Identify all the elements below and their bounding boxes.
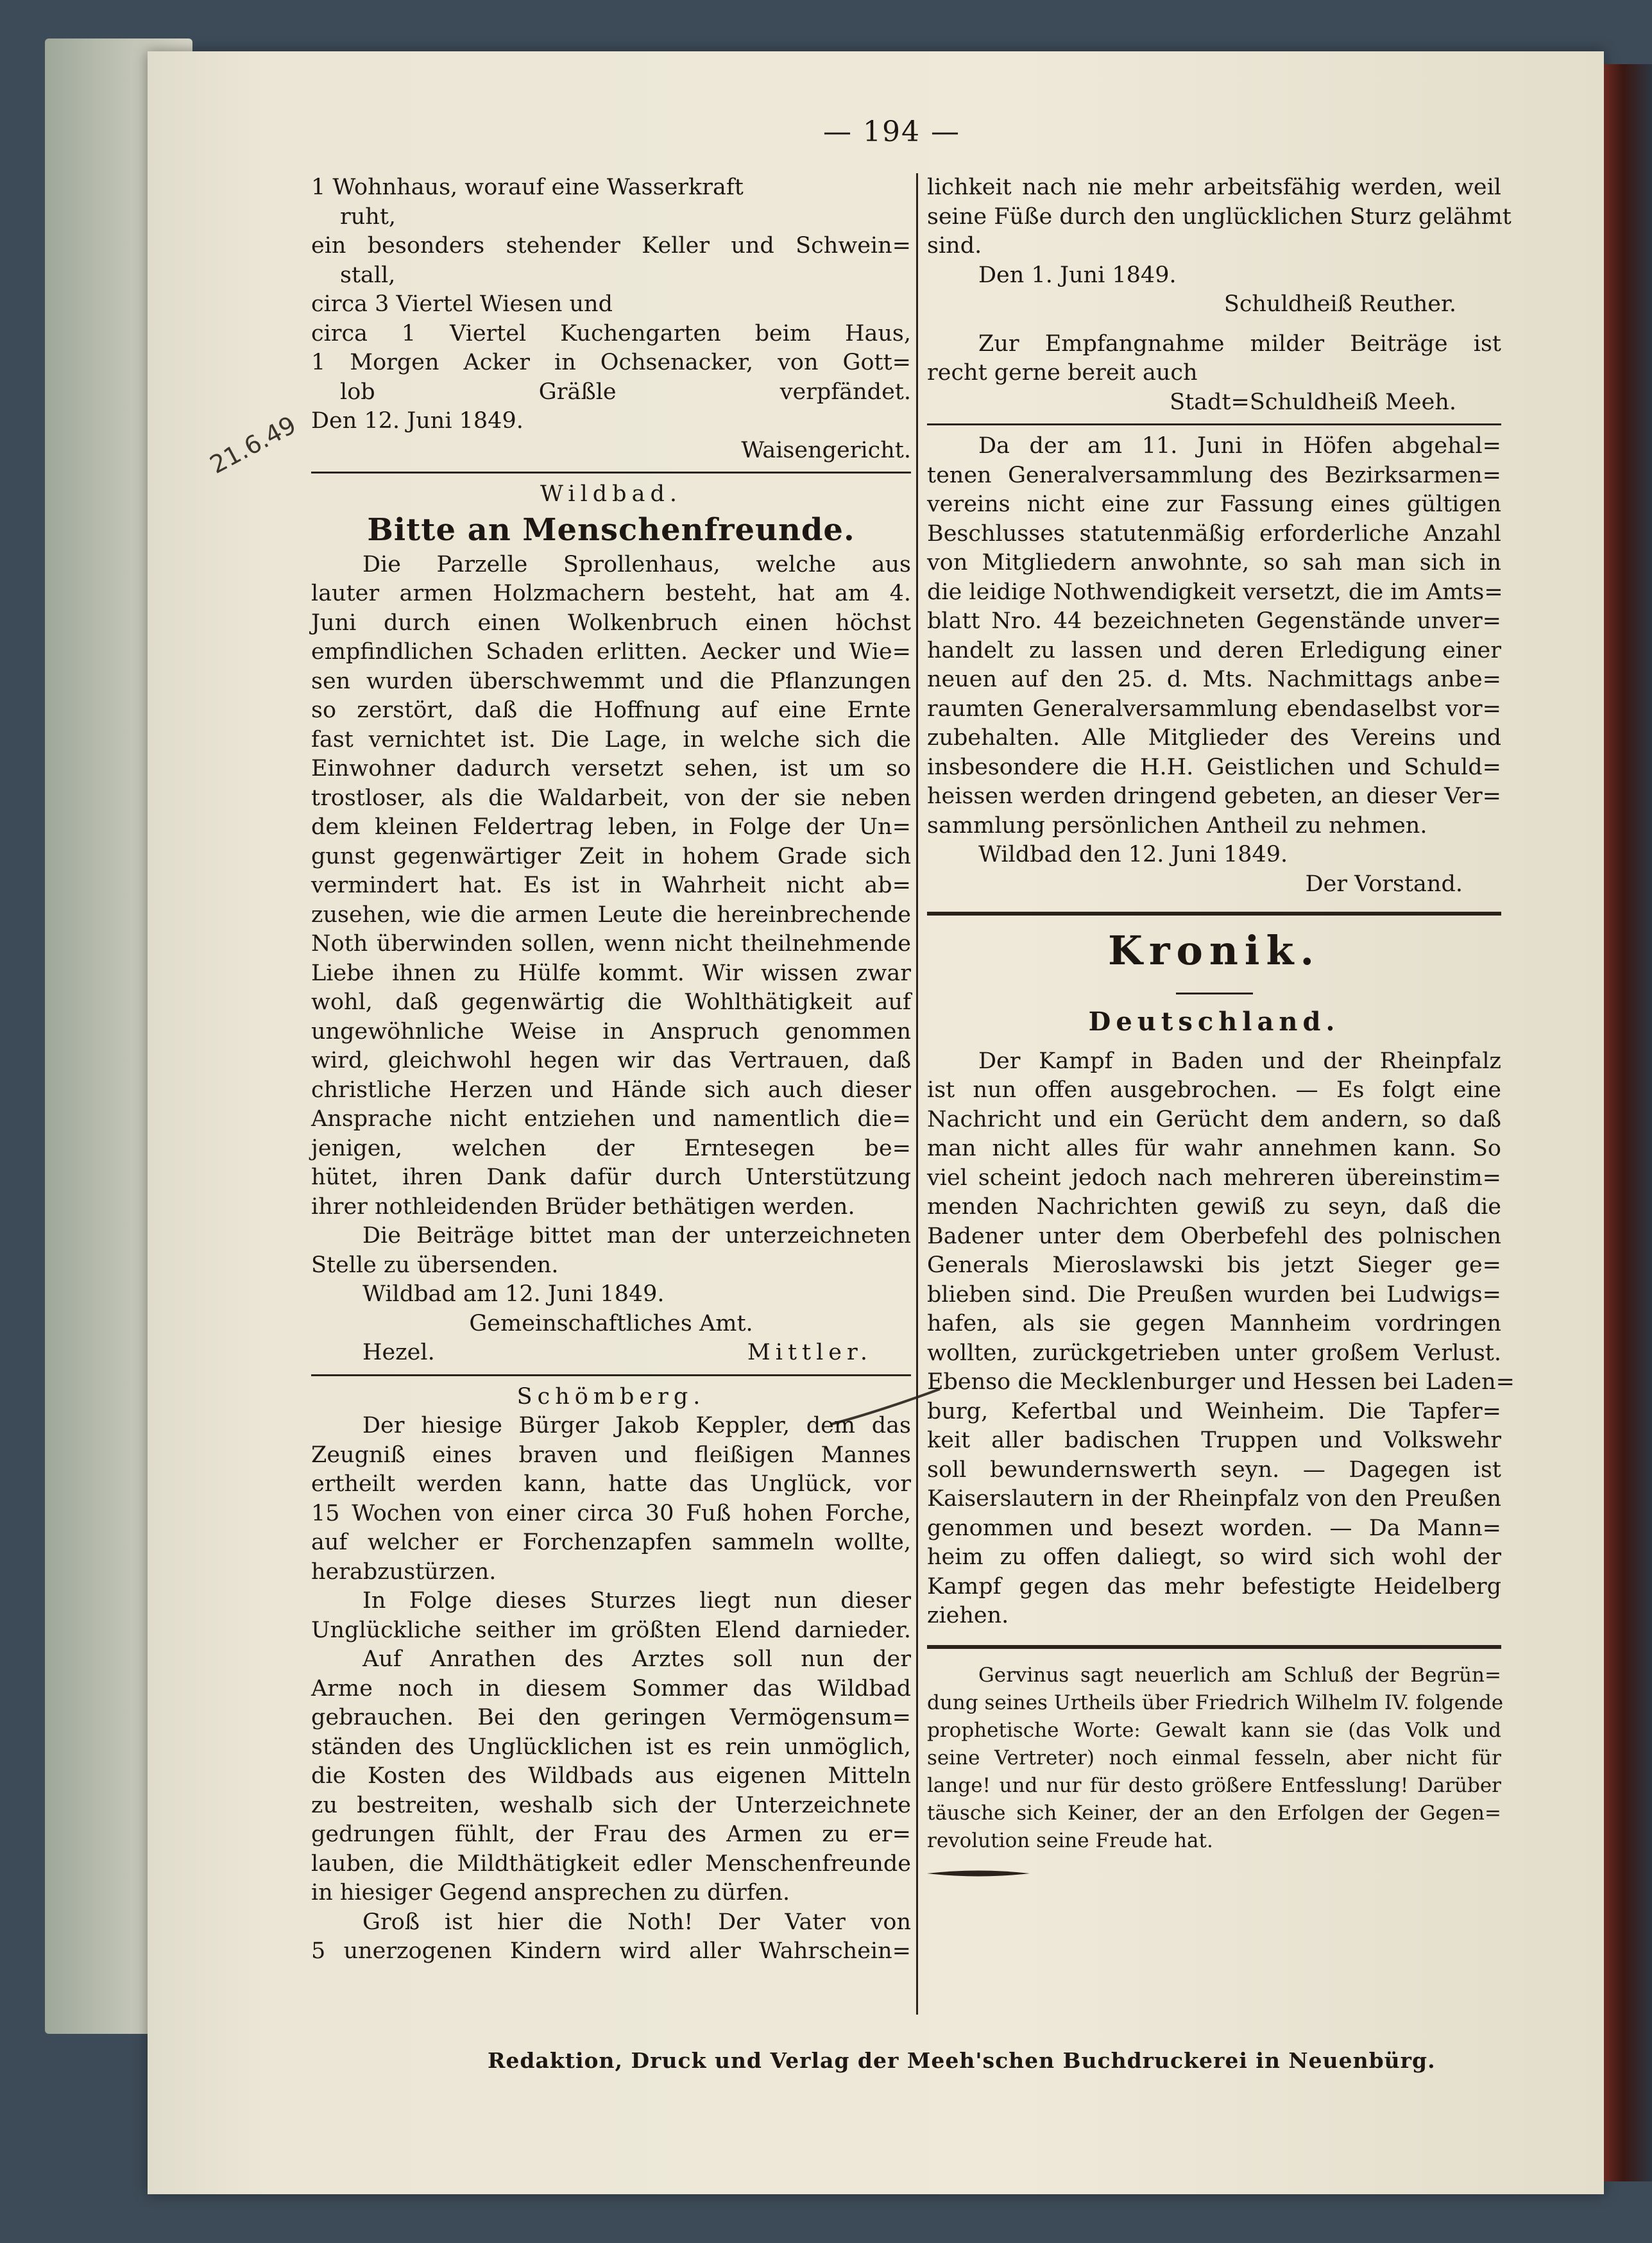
- text-line: recht gerne bereit auch: [927, 360, 1198, 386]
- text-line: dem kleinen Feldertrag leben, in Folge der Un=: [311, 814, 911, 840]
- spacer: [927, 320, 1501, 330]
- text-line: Auf Anrathen des Arztes soll nun der: [362, 1646, 911, 1672]
- text-line: circa 1 Viertel Kuchengarten beim Haus,: [311, 320, 911, 346]
- text-line: fast vernichtet ist. Die Lage, in welche sich die: [311, 726, 911, 753]
- section-rule: [311, 472, 911, 473]
- text-line: Den 1. Juni 1849.: [978, 262, 1177, 288]
- text-line: Badener unter dem Oberbefehl des polnischen: [927, 1223, 1501, 1249]
- section-rule-thick: [927, 1645, 1501, 1649]
- signer-mittler: Mittler.: [747, 1340, 873, 1365]
- wildbad-signature: Gemeinschaftliches Amt.: [469, 1310, 753, 1336]
- text-line: blieben sind. Die Preußen wurden bei Ludwigs=: [927, 1281, 1501, 1308]
- text-line: zubehalten. Alle Mitglieder des Vereins und: [927, 725, 1501, 751]
- imprint-footer: Redaktion, Druck und Verlag der Meeh'schen Buchdruckerei in Neuenbürg.: [488, 2048, 1436, 2073]
- text-line: ziehen.: [927, 1603, 1009, 1628]
- text-line: wird, gleichwohl hegen wir das Vertrauen, daß: [311, 1048, 911, 1073]
- gervinus-quote: [927, 1662, 1504, 1855]
- text-line: Nachricht und ein Gerücht dem andern, so daß: [927, 1106, 1501, 1132]
- text-line: circa 3 Viertel Wiesen und: [311, 291, 613, 317]
- text-line: hafen, als sie gegen Mannheim vordringen: [927, 1311, 1501, 1336]
- wildbad-placename: Wildbad.: [540, 481, 682, 507]
- text-line: täusche sich Keiner, der an den Erfolgen der Gegen=: [927, 1801, 1501, 1825]
- text-line: prophetische Worte: Gewalt kann sie (das Volk und: [927, 1718, 1501, 1742]
- text-line: in hiesiger Gegend ansprechen zu dürfen.: [311, 1880, 790, 1906]
- text-line: Kampf gegen das mehr befestigte Heidelberg: [927, 1573, 1501, 1599]
- text-line: keit aller badischen Truppen und Volkswehr: [927, 1428, 1501, 1453]
- text-line: ertheilt werden kann, hatte das Unglück, vor: [311, 1471, 911, 1497]
- schoemberg-appeal: [311, 1411, 911, 1966]
- signer-hezel: Hezel.: [362, 1340, 435, 1365]
- text-line: sen wurden überschwemmt und die Pflanzungen: [311, 668, 911, 694]
- text-line: Der Kampf in Baden und der Rheinpfalz: [978, 1048, 1501, 1074]
- text-line: Der hiesige Bürger Jakob Keppler, dem das: [362, 1413, 911, 1438]
- title-rule: [1176, 993, 1253, 994]
- text-line: lange! und nur für desto größere Entfesslung! Darüber: [927, 1773, 1501, 1797]
- text-line: Groß ist hier die Noth! Der Vater von: [362, 1909, 911, 1935]
- text-line: ein besonders stehender Keller und Schwein=: [311, 233, 911, 259]
- wildbad-title: Bitte an Menschenfreunde.: [367, 511, 855, 548]
- right-column: [927, 173, 1515, 1886]
- text-line: tenen Generalversammlung des Bezirksarmen=: [927, 462, 1501, 488]
- kronik-title: Kronik.: [1107, 927, 1321, 974]
- text-line: Einwohner dadurch versetzt sehen, ist um so: [311, 756, 911, 781]
- waisengericht-notice: [311, 173, 911, 436]
- text-line: empfindlichen Schaden erlitten. Aecker und Wie=: [311, 639, 911, 665]
- left-column: [311, 173, 911, 1966]
- text-line: gebrauchen. Bei den geringen Vermögensum=: [311, 1705, 911, 1730]
- schoemberg-placename: Schömberg.: [516, 1383, 706, 1410]
- page-number: — 194 —: [823, 115, 960, 148]
- schuldheiss-signature: Schuldheiß Reuther.: [1223, 291, 1456, 317]
- text-line: Zeugniß eines braven und fleißigen Mannes: [311, 1442, 911, 1468]
- book-binding-edge: [1604, 64, 1652, 2181]
- text-line: Da der am 11. Juni in Höfen abgehal=: [978, 433, 1501, 459]
- wildbad-signers: [311, 1338, 911, 1368]
- text-line: Arme noch in diesem Sommer das Wildbad: [311, 1675, 911, 1701]
- wildbad-appeal: [311, 550, 911, 1309]
- text-line: seine Füße durch den unglücklichen Sturz gelähmt: [927, 203, 1511, 230]
- stadtschuldheiss-signature: Stadt=Schuldheiß Meeh.: [1170, 389, 1456, 415]
- text-line: lob Gräßle verpfändet.: [340, 379, 911, 405]
- text-line: Ebenso die Mecklenburger und Hessen bei Laden=: [927, 1369, 1515, 1395]
- text-line: Kaiserslautern in der Rheinpfalz von den Preußen: [927, 1486, 1501, 1512]
- text-line: wollten, zurückgetrieben unter großem Verlust.: [927, 1340, 1501, 1366]
- text-line: ruht,: [340, 203, 396, 230]
- text-line: burg, Kefertbal und Weinheim. Die Tapfer=: [927, 1398, 1501, 1424]
- text-line: Beschlusses statutenmäßig erforderliche Anzahl: [927, 520, 1501, 547]
- text-line: blatt Nro. 44 bezeichneten Gegenstände unver=: [927, 608, 1501, 634]
- text-line: Generals Mieroslawski bis jetzt Sieger ge=: [927, 1252, 1501, 1278]
- text-line: insbesondere die H.H. Geistlichen und Schuld=: [927, 754, 1501, 780]
- spacer: [927, 1037, 1501, 1047]
- text-line: so zerstört, daß die Hoffnung auf eine Ernte: [311, 697, 911, 723]
- text-line: Liebe ihnen zu Hülfe kommt. Wir wissen zwar: [311, 960, 911, 986]
- text-line: 1 Wohnhaus, worauf eine Wasserkraft: [311, 175, 744, 200]
- text-line: Stelle zu übersenden.: [311, 1252, 559, 1278]
- text-line: viel scheint jedoch nach mehreren übereinstim=: [927, 1164, 1501, 1191]
- text-line: herabzustürzen.: [311, 1558, 497, 1585]
- section-rule-thick: [927, 912, 1501, 916]
- text-line: gunst gegenwärtiger Zeit in hohem Grade sich: [311, 843, 911, 869]
- text-line: ständen des Unglücklichen ist es rein unmöglich,: [311, 1734, 911, 1760]
- text-line: zu bestreiten, weshalb sich der Unterzeichnete: [311, 1792, 911, 1818]
- text-line: zusehen, wie die armen Leute die hereinbrechende: [311, 901, 911, 928]
- vorstand-signature: Der Vorstand.: [1305, 871, 1463, 897]
- ornament-rule-icon: [927, 1869, 1030, 1878]
- text-line: menden Nachrichten gewiß zu seyn, daß die: [927, 1194, 1501, 1220]
- text-line: hütet, ihren Dank dafür durch Unterstützung: [311, 1164, 911, 1190]
- text-line: Zur Empfangnahme milder Beiträge ist: [978, 330, 1501, 357]
- text-line: Wildbad den 12. Juni 1849.: [978, 842, 1288, 867]
- armenverein-notice: [927, 432, 1501, 870]
- text-line: lauben, die Mildthätigkeit edler Menschenfreunde: [311, 1850, 911, 1877]
- text-line: Ansprache nicht entziehen und namentlich die=: [311, 1106, 911, 1132]
- text-line: heim zu offen daliegt, so wird sich wohl der: [927, 1544, 1501, 1570]
- column-divider: [916, 173, 918, 2015]
- text-line: die leidige Nothwendigkeit versetzt, die im Amts=: [927, 579, 1503, 605]
- text-line: 15 Wochen von einer circa 30 Fuß hohen Forche,: [311, 1500, 911, 1526]
- text-line: von Mitgliedern anwohnte, so sah man sich in: [927, 550, 1501, 576]
- kronik-report: [927, 1047, 1515, 1631]
- text-line: ungewöhnliche Weise in Anspruch genommen: [311, 1018, 911, 1045]
- text-line: genommen und besezt worden. — Da Mann=: [927, 1515, 1501, 1541]
- text-line: lichkeit nach nie mehr arbeitsfähig werden, weil: [927, 175, 1501, 200]
- text-line: lauter armen Holzmachern besteht, hat am 4.: [311, 581, 911, 606]
- text-line: Den 12. Juni 1849.: [311, 408, 524, 434]
- text-line: gedrungen fühlt, der Frau des Armen zu er=: [311, 1821, 911, 1847]
- section-rule: [927, 423, 1501, 425]
- text-line: christliche Herzen und Hände sich auch dieser: [311, 1077, 911, 1103]
- text-line: 5 unerzogenen Kindern wird aller Wahrschein=: [311, 1938, 911, 1964]
- text-line: Juni durch einen Wolkenbruch einen höchst: [311, 610, 911, 636]
- deutschland-heading: Deutschland.: [1088, 1007, 1340, 1037]
- text-line: ist nun offen ausgebrochen. — Es folgt eine: [927, 1077, 1501, 1103]
- text-line: man nicht alles für wahr annehmen kann. So: [927, 1136, 1501, 1161]
- text-line: neuen auf den 25. d. Mts. Nachmittags anbe=: [927, 667, 1501, 692]
- text-line: raumten Generalversammlung ebendaselbst vor=: [927, 695, 1501, 722]
- text-line: Wildbad am 12. Juni 1849.: [362, 1281, 665, 1307]
- text-line: handelt zu lassen und deren Erledigung einer: [927, 637, 1501, 663]
- text-line: Noth überwinden sollen, wenn nicht theilnehmende: [311, 931, 911, 957]
- handwritten-date-annotation: 21.6.49: [205, 410, 301, 479]
- text-line: seine Vertreter) noch einmal fesseln, aber nicht für: [927, 1746, 1501, 1770]
- text-line: Die Parzelle Sprollenhaus, welche aus: [362, 551, 911, 577]
- text-line: Unglückliche seither im größten Elend darnieder.: [311, 1617, 911, 1643]
- schoemberg-continuation: [927, 173, 1511, 290]
- text-line: 1 Morgen Acker in Ochsenacker, von Gott=: [311, 350, 911, 375]
- text-line: In Folge dieses Sturzes liegt nun dieser: [362, 1588, 911, 1614]
- waisengericht-signature: Waisengericht.: [741, 437, 911, 463]
- text-line: heissen werden dringend gebeten, an dieser Ver=: [927, 783, 1501, 809]
- text-line: soll bewundernswerth seyn. — Dagegen ist: [927, 1456, 1501, 1483]
- text-line: dung seines Urtheils über Friedrich Wilhelm IV. folgende: [927, 1691, 1504, 1714]
- text-line: auf welcher er Forchenzapfen sammeln wollte,: [311, 1530, 911, 1555]
- text-line: ihrer nothleidenden Brüder bethätigen werden.: [311, 1193, 855, 1220]
- text-line: trostloser, als die Waldarbeit, von der sie neben: [311, 785, 911, 811]
- text-line: vermindert hat. Es ist in Wahrheit nicht ab=: [311, 873, 911, 898]
- text-line: die Kosten des Wildbads aus eigenen Mitteln: [311, 1763, 911, 1789]
- text-line: jenigen, welchen der Erntesegen be=: [311, 1135, 911, 1161]
- text-line: sind.: [927, 233, 982, 259]
- text-line: stall,: [340, 262, 396, 288]
- text-line: sammlung persönlichen Antheil zu nehmen.: [927, 812, 1427, 839]
- text-line: Gervinus sagt neuerlich am Schluß der Begrün=: [978, 1663, 1501, 1687]
- section-rule: [311, 1374, 911, 1376]
- text-line: Die Beiträge bittet man der unterzeichneten: [362, 1223, 911, 1249]
- beitraege-notice: [927, 330, 1501, 388]
- text-line: revolution seine Freude hat.: [927, 1829, 1213, 1852]
- text-line: wohl, daß gegenwärtig die Wohlthätigkeit auf: [311, 989, 911, 1015]
- text-line: vereins nicht eine zur Fassung eines gültigen: [927, 491, 1501, 517]
